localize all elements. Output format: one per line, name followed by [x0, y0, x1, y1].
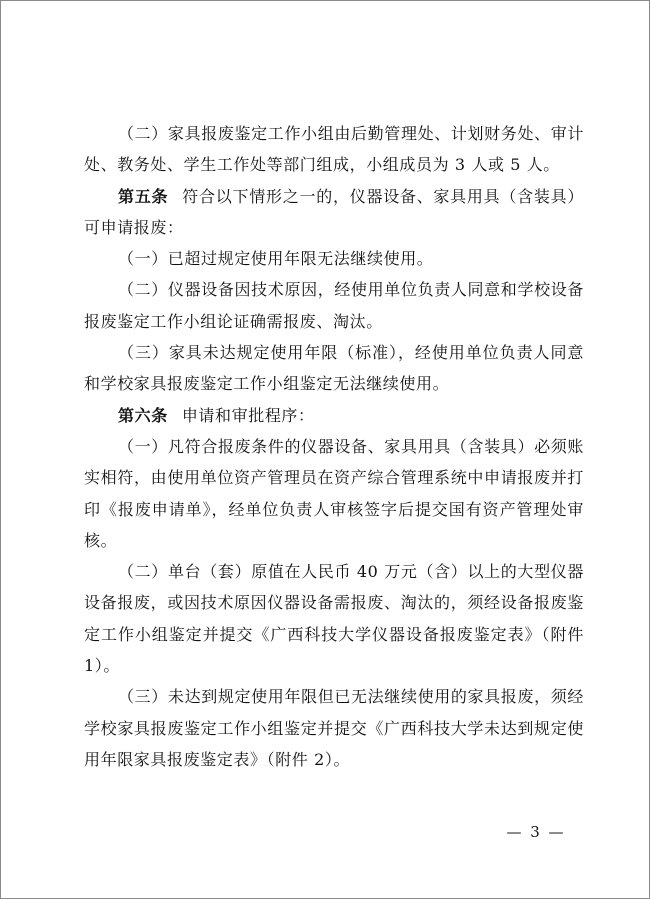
paragraph-text: （二）仪器设备因技术原因，经使用单位负责人同意和学校设备报废鉴定工作小组论证确需报废、淘汰。: [84, 280, 584, 331]
article-heading: 第五条: [118, 186, 169, 206]
paragraph-text: 申请和审批程序：: [181, 405, 315, 425]
paragraph: [84, 681, 584, 775]
paragraph-text: （三）家具未达规定使用年限（标准），经使用单位负责人同意和学校家具报废鉴定工作小组鉴定无法继续使用。: [84, 343, 584, 394]
paragraph: [84, 243, 584, 274]
page-number: — 3 —: [506, 823, 566, 841]
paragraph: [84, 181, 584, 244]
document-body: [84, 118, 584, 775]
article-heading: 第六条: [118, 405, 168, 425]
paragraph: [84, 274, 584, 337]
paragraph-text: 符合以下情形之一的，仪器设备、家具用具（含装具）可申请报废：: [84, 186, 584, 237]
paragraph-text: （一）已超过规定使用年限无法继续使用。: [118, 249, 434, 269]
paragraph: [84, 118, 584, 181]
paragraph-text: （二）家具报废鉴定工作小组由后勤管理处、计划财务处、审计处、教务处、学生工作处等部门组成，小组成员为 3 人或 5 人。: [84, 124, 584, 175]
paragraph: [84, 400, 584, 431]
paragraph-text: （三）未达到规定使用年限但已无法继续使用的家具报废，须经学校家具报废鉴定工作小组鉴定并提交《广西科技大学未达到规定使用年限家具报废鉴定表》（附件 2）。: [84, 687, 584, 769]
paragraph-text: （二）单台（套）原值在人民币 40 万元（含）以上的大型仪器设备报废，或因技术原因仪器设备需报废、淘汰的，须经设备报废鉴定工作小组鉴定并提交《广西科技大学仪器设备报废鉴定表》（附件 1）。: [84, 562, 584, 676]
paragraph: [84, 431, 584, 556]
paragraph: [84, 556, 584, 681]
paragraph-text: （一）凡符合报废条件的仪器设备、家具用具（含装具）必须账实相符，由使用单位资产管理员在资产综合管理系统中申请报废并打印《报废申请单》，经单位负责人审核签字后提交国有资产管理处审核。: [84, 436, 584, 550]
paragraph: [84, 337, 584, 400]
